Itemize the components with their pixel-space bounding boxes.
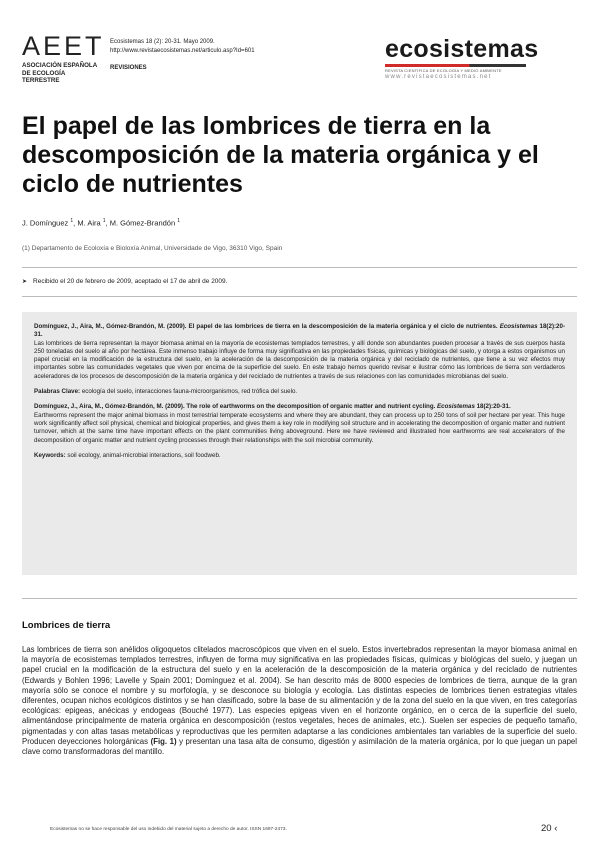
abstract-content (34, 323, 565, 467)
aeet-logo-subtitle: ASOCIACIÓN ESPAÑOLA DE ECOLOGÍA TERRESTRE (22, 62, 98, 84)
author-list: J. Domínguez $^1$, M. Aira $^1$, M. Gómez-Brandón $^1$ (22, 218, 181, 228)
author-affiliation-mark: 1 (102, 218, 106, 224)
divider (22, 598, 577, 599)
keywords-en: Keywords: soil ecology, animal-microbial interactions, soil foodweb. (34, 451, 221, 459)
author-name: M. Aira (77, 218, 103, 228)
author-affiliation-mark: 1 (70, 218, 74, 224)
citation-block (110, 38, 255, 73)
arrow-right-icon: ➤ (22, 279, 28, 285)
abstract-es: Domínguez, J., Aira, M., Gómez-Brandón, M. (2009). El papel de las lombrices de tierra en la descomposición de la materia orgánica y el ciclo de nutrientes. Ecosistemas 18(2):20-31. Las lombrices de tierra representan la mayor biomasa animal en la mayoría de ecosistemas templados terrestres, y allí donde son abundantes pueden procesar a través de sus cuerpos hasta 250 toneladas del suelo al año por hectárea. Este inmenso trabajo influye de forma muy significativa en las propiedades físicas, químicas y biológicas del suelo, y otorga a estos organismos un papel crucial en la modificación de la estructura del suelo, en la aceleración de la descomposición de la materia orgánica y del reciclado de nutrientes, que tiene a su vez efectos muy importantes sobre las comunidades vegetales que viven por encima de la superficie del suelo. En este trabajo hemos querido revisar e ilustrar cómo las lombrices de tierra son verdaderos aceleradores de los procesos de descomposición de la materia orgánica y del reciclado de nutrientes a través de sus relaciones con las comunidades microbianas del suelo. (34, 323, 566, 380)
received-dates (22, 278, 227, 285)
abstract-en-text: Earthworms represent the major animal biomass in most terrestrial temperate ecosystems and where they are abundant, they can process up to 250 tons of soil per hectare per year. This huge work significantly affect soil physical, chemical and biological properties, and gives them a key role in modifying soil structure and in accelerating the decomposition of organic matter and nutrient turnover, which at the same time have important effects on the plant communities living aboveground. Here we have reviewed and illustrated how earthworms are real accelerators of the decomposition of organic matter and nutrient cycling processes through their relationships with the soil microbial community. (34, 411, 565, 444)
journal-tagline: REVISTA CIENTÍFICA DE ECOLOGÍA Y MEDIO AMBIENTE (385, 68, 502, 73)
abstract-es-text: Las lombrices de tierra representan la mayor biomasa animal en la mayoría de ecosistemas templados terrestres, y allí donde son abundantes pueden procesar a través de sus cuerpos hasta 250 toneladas del suelo al año por hectárea. Este inmenso trabajo influye de forma muy significativa en las propiedades físicas, químicas y biológicas del suelo, y otorga a estos organismos un papel crucial en la modificación de la estructura del suelo, en la aceleración de la descomposición de la materia orgánica y del reciclado de nutrientes, que tiene a su vez efectos muy importantes sobre las comunidades vegetales que viven por encima de la superficie del suelo. En este trabajo hemos querido revisar e ilustrar cómo las lombrices de tierra son verdaderos aceleradores de los procesos de descomposición de la materia orgánica y del reciclado de nutrientes a través de sus relaciones con las comunidades microbianas del suelo. (34, 339, 565, 380)
body-paragraph: Las lombrices de tierra son anélidos oligoquetos clitelados macroscópicos que viven en el suelo. Estos invertebrados representan la mayor biomasa animal en la mayoría de ecosistemas templados terrestres, influyen de forma muy significativa en las propiedades físicas, químicas y biológicas del suelo, y juegan un papel crucial en la modificación de la estructura del suelo y en la aceleración de la descomposición de la materia orgánica y del reciclado de nutrientes (Edwards y Bohlen 1996; Lavelle y Spain 2001; Domínguez et al. 2004). Se han descrito más de 8000 especies de lombrices de tierra, aunque de la gran mayoría sólo se conoce el nombre y su morfología, y se desconoce su biología y ecología. Las distintas especies de lombrices tienen estrategias vitales diferentes, ocupan nichos ecológicos distintos y se han clasificado, sobre la base de su alimentación y de la zona del suelo en la que viven, en tres categorías ecológicas: epigeas, anécicas y endogeas (Bouché 1977). Las especies epigeas viven en el horizonte orgánico, en o cerca de la superficie del suelo, alimentándose principalmente de materia orgánica en descomposición (restos vegetales, heces de animales, etc.). Suelen ser especies de pequeño tamaño, pigmentadas y con altas tasas metabólicas y reproductivas que les permiten adaptarse a las condiciones ambientales tan variables de la superficie del suelo. Producen deyecciones holorgánicas (Fig. 1) y presentan una tasa alta de consumo, digestión y asimilación de la materia orgánica, por lo que juegan un papel clave como transformadoras del mantillo. (22, 645, 577, 757)
footer-note: Ecosistemas no se hace responsable del uso indebido del material sujeto a derecho de autor. ISSN 1697-2473. (50, 827, 287, 832)
page-number: 20 ‹ (541, 823, 558, 834)
author-name: J. Domínguez (22, 218, 71, 228)
received-text: Recibido el 20 de febrero de 2009, aceptado el 17 de abril de 2009. (33, 278, 228, 285)
author-affiliation-mark: 1 (177, 218, 181, 224)
article-url[interactable]: http://www.revistaecosistemas.net/articulo.asp?Id=601 (110, 48, 255, 54)
ecosistemas-wordmark: ecosistemas (385, 35, 539, 63)
affiliation: (1) Departamento de Ecoloxía e Bioloxía Animal, Universidade de Vigo, 36310 Vigo, Spain (22, 245, 283, 252)
section-heading: Lombrices de tierra (22, 620, 111, 631)
aeet-logo (22, 32, 104, 85)
author-name: M. Gómez-Brandón (109, 218, 178, 228)
divider (22, 296, 577, 297)
logo-color-bar (385, 64, 526, 67)
figure-reference[interactable]: (Fig. 1) (150, 736, 177, 746)
abstract-en: Domínguez, J., Aira, M., Gómez-Brandón, M. (2009). The role of earthworms on the decomposition of organic matter and nutrient cycling. Ecosistemas 18(2):20-31. Earthworms represent the major animal biomass in most terrestrial temperate ecosystems and where they are abundant, they can process up to 250 tons of soil per hectare per year. This huge work significantly affect soil physical, chemical and biological properties, and gives them a key role in modifying soil structure and in accelerating the decomposition of organic matter and nutrient turnover, which at the same time have important effects on the plant communities living aboveground. Here we have reviewed and illustrated how earthworms are real accelerators of the decomposition of organic matter and nutrient cycling processes through their relationships with the soil microbial community. (34, 403, 565, 444)
article-title: El papel de las lombrices de tierra en la descomposición de la materia orgánica y el ciclo de nutrientes (22, 112, 539, 198)
divider (22, 267, 577, 268)
ecosistemas-logo (385, 36, 585, 81)
citation-line: Ecosistemas 18 (2): 20-31. Mayo 2009. (110, 39, 215, 45)
journal-url[interactable]: www.revistaecosistemas.net (385, 74, 492, 80)
abstract-box (22, 312, 577, 575)
keywords-es: Palabras Clave: ecología del suelo, interacciones fauna-microorganismos, red trófica del suelo. (34, 388, 298, 396)
section-label: REVISIONES (110, 65, 147, 71)
aeet-logo-word: AEET (22, 31, 105, 61)
